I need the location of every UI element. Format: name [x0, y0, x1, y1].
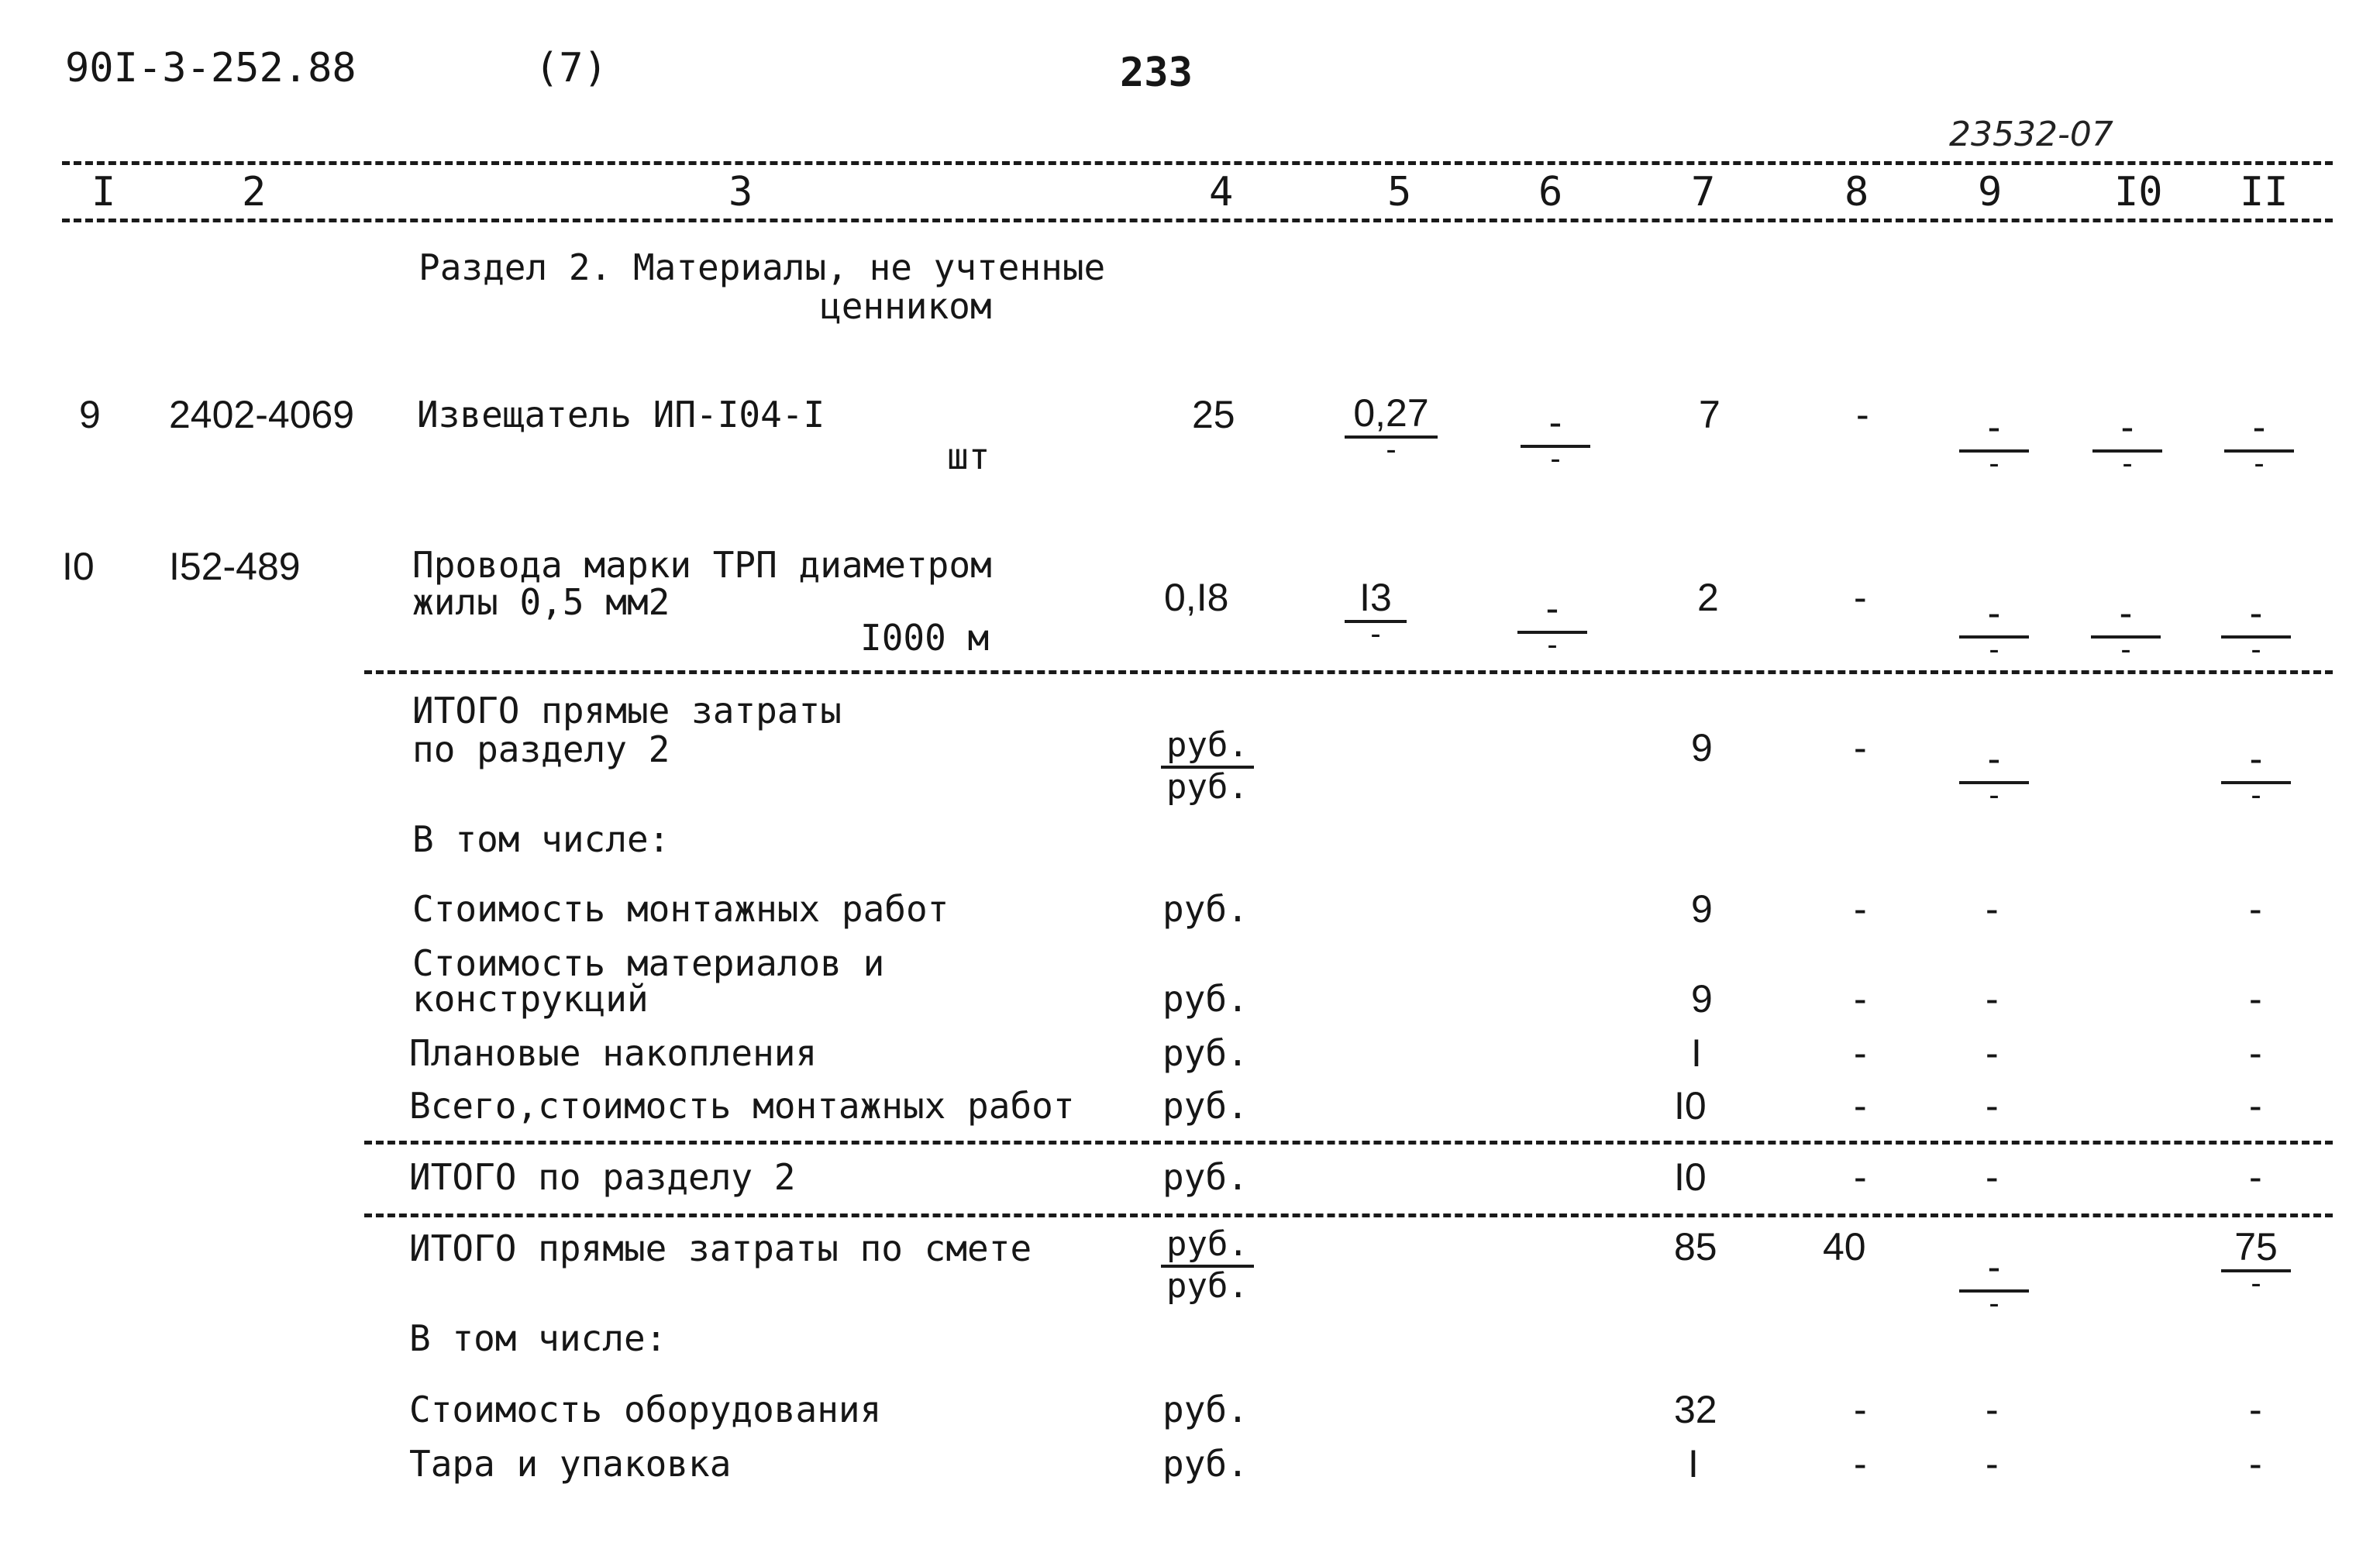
breakdown-col7: 9 — [1691, 887, 1713, 931]
subtotal-label-line1: ИТОГО прямые затраты — [412, 690, 842, 732]
estimate-total-col11-top: 75 — [2234, 1225, 2278, 1269]
breakdown-label: Стоимость монтажных работ — [412, 888, 949, 930]
item-quantity: 0,I8 — [1164, 576, 1229, 619]
breakdown-col9: - — [1986, 1388, 1999, 1431]
breakdown-label-line1: Стоимость материалов и — [412, 942, 885, 984]
breakdown-unit: руб. — [1162, 1085, 1249, 1127]
section-total-label: ИТОГО по разделу 2 — [409, 1156, 796, 1198]
subtotal-col9-bottom: - — [1989, 778, 1999, 812]
column-header-9: 9 — [1978, 169, 2003, 215]
subtotal-unit-top: руб. — [1166, 725, 1249, 765]
item-col9 — [1959, 591, 2029, 666]
breakdown-col11: - — [2249, 1084, 2262, 1127]
row-separator — [364, 670, 2333, 674]
item-number: I0 — [62, 545, 95, 588]
estimate-total-col8: 40 — [1823, 1225, 1866, 1269]
subtotal-col9 — [1959, 739, 2029, 811]
item-name-line1: Провода марки ТРП диаметром — [412, 544, 992, 586]
estimate-total-col9-bottom: - — [1989, 1286, 1999, 1320]
item-col10-bottom: - — [2122, 446, 2133, 480]
estimate-total-unit-top: руб. — [1166, 1224, 1249, 1264]
breakdown-col9: - — [1986, 1442, 1999, 1485]
item-col6-bottom: - — [1547, 628, 1558, 662]
section-total-col11: - — [2249, 1155, 2262, 1199]
breakdown-col8: - — [1854, 1084, 1867, 1127]
page-number: 233 — [1120, 50, 1193, 96]
subtotal-col9-top: - — [1987, 737, 2001, 780]
breakdown-label-line2: конструкций — [412, 978, 649, 1020]
item-col11 — [2224, 405, 2294, 480]
item-price-bottom: - — [1370, 617, 1381, 651]
breakdown-col8: - — [1854, 887, 1867, 931]
breakdown-col11: - — [2249, 887, 2262, 931]
subtotal-unit-bottom: руб. — [1166, 767, 1249, 807]
estimate-total-col11 — [2221, 1227, 2291, 1299]
breakdown-label: Тара и упаковка — [409, 1443, 732, 1485]
estimate-total-unit-bottom: руб. — [1166, 1266, 1249, 1306]
section-total-col7: I0 — [1674, 1155, 1707, 1199]
item-col6-top: - — [1548, 401, 1562, 444]
header-rule-bottom — [62, 219, 2333, 222]
item-col10-top: - — [2120, 405, 2134, 449]
breakdown-col8: - — [1854, 977, 1867, 1021]
breakdown-col7: I — [1691, 1031, 1702, 1075]
estimate-total-col9-top: - — [1987, 1245, 2001, 1289]
row-separator — [364, 1213, 2333, 1217]
including-label: В том числе: — [409, 1317, 667, 1359]
subtotal-col11-top: - — [2249, 737, 2263, 780]
breakdown-col11: - — [2249, 1442, 2262, 1485]
section-total-col9: - — [1986, 1155, 1999, 1199]
breakdown-col7: 32 — [1674, 1388, 1717, 1431]
breakdown-label: Стоимость оборудования — [409, 1389, 882, 1430]
breakdown-col9: - — [1986, 887, 1999, 931]
column-header-5: 5 — [1387, 169, 1412, 215]
item-col8: - — [1856, 393, 1869, 436]
breakdown-col11: - — [2249, 977, 2262, 1021]
item-col6-top: - — [1545, 587, 1559, 630]
section-total-unit: руб. — [1162, 1156, 1249, 1198]
sheet-number: (7) — [535, 45, 608, 91]
item-col11 — [2221, 591, 2291, 666]
item-col6 — [1517, 589, 1587, 660]
breakdown-label: Всего,стоимость монтажных работ — [409, 1085, 1075, 1127]
item-price-top: I3 — [1359, 576, 1392, 619]
estimate-total-col7: 85 — [1674, 1225, 1717, 1269]
item-col8: - — [1854, 576, 1867, 619]
breakdown-unit: руб. — [1162, 1032, 1249, 1074]
item-code: I52-489 — [169, 545, 301, 588]
estimate-total-unit — [1161, 1224, 1254, 1306]
breakdown-col8: - — [1854, 1031, 1867, 1075]
item-price — [1345, 578, 1407, 649]
item-number: 9 — [79, 393, 101, 436]
breakdown-col9: - — [1986, 1031, 1999, 1075]
breakdown-col11: - — [2249, 1031, 2262, 1075]
item-name-line2: жилы 0,5 мм2 — [412, 581, 670, 623]
subtotal-unit — [1161, 725, 1254, 807]
item-price-top: 0,27 — [1353, 391, 1429, 435]
item-col10 — [2092, 405, 2162, 480]
item-col9-top: - — [1987, 405, 2001, 449]
including-label: В том числе: — [412, 818, 670, 860]
column-header-3: 3 — [728, 169, 753, 215]
item-price-bottom: - — [1386, 432, 1397, 466]
column-header-11: II — [2240, 169, 2289, 215]
item-col11-bottom: - — [2254, 446, 2265, 480]
item-unit: I000 м — [860, 617, 990, 659]
item-name: Извещатель ИП-I04-I — [417, 394, 825, 435]
breakdown-unit: руб. — [1162, 1389, 1249, 1430]
subtotal-col11 — [2221, 739, 2291, 811]
section-title-line2: ценником — [820, 285, 992, 327]
breakdown-label: Плановые накопления — [409, 1032, 818, 1074]
subtotal-col11-bottom: - — [2251, 778, 2261, 812]
breakdown-col7: I0 — [1674, 1084, 1707, 1127]
section-total-col8: - — [1854, 1155, 1867, 1199]
item-col10-top: - — [2119, 591, 2133, 635]
subtotal-col8: - — [1854, 726, 1867, 769]
item-col6-bottom: - — [1550, 442, 1561, 476]
document-code: 90I-3-252.88 — [65, 45, 356, 91]
breakdown-unit: руб. — [1162, 888, 1249, 930]
estimate-total-col11-bottom: - — [2251, 1266, 2261, 1300]
item-unit: шт — [947, 435, 990, 477]
estimate-total-label: ИТОГО прямые затраты по смете — [409, 1227, 1032, 1269]
column-header-6: 6 — [1538, 169, 1563, 215]
column-header-8: 8 — [1844, 169, 1869, 215]
column-header-1: I — [91, 169, 116, 215]
column-header-7: 7 — [1691, 169, 1716, 215]
breakdown-col7: 9 — [1691, 977, 1713, 1021]
item-col11-bottom: - — [2251, 632, 2261, 666]
estimate-total-col9 — [1959, 1245, 2029, 1320]
breakdown-col11: - — [2249, 1388, 2262, 1431]
item-quantity: 25 — [1192, 393, 1235, 436]
item-col9 — [1959, 405, 2029, 480]
column-header-10: I0 — [2114, 169, 2163, 215]
item-col9-bottom: - — [1989, 632, 1999, 666]
item-col9-bottom: - — [1989, 446, 1999, 480]
subtotal-col7: 9 — [1691, 726, 1713, 769]
section-title-line1: Раздел 2. Материалы, не учтенные — [418, 246, 1106, 288]
item-price — [1345, 391, 1438, 466]
breakdown-unit: руб. — [1162, 1443, 1249, 1485]
item-col11-top: - — [2249, 591, 2263, 635]
handwritten-code: 23532-07 — [1949, 115, 2113, 154]
item-col10 — [2091, 591, 2161, 666]
row-separator — [364, 1141, 2333, 1145]
breakdown-col7: I — [1688, 1442, 1699, 1485]
item-col10-bottom: - — [2120, 632, 2131, 666]
item-col7: 2 — [1697, 576, 1719, 619]
header-rule-top — [62, 161, 2333, 165]
breakdown-col8: - — [1854, 1442, 1867, 1485]
item-code: 2402-4069 — [169, 393, 355, 436]
subtotal-label-line2: по разделу 2 — [412, 728, 670, 770]
column-header-4: 4 — [1209, 169, 1234, 215]
item-col6 — [1521, 403, 1590, 474]
column-header-2: 2 — [242, 169, 267, 215]
item-col9-top: - — [1987, 591, 2001, 635]
breakdown-col9: - — [1986, 1084, 1999, 1127]
item-col7: 7 — [1699, 393, 1720, 436]
item-col11-top: - — [2252, 405, 2266, 449]
breakdown-unit: руб. — [1162, 978, 1249, 1020]
breakdown-col8: - — [1854, 1388, 1867, 1431]
breakdown-col9: - — [1986, 977, 1999, 1021]
